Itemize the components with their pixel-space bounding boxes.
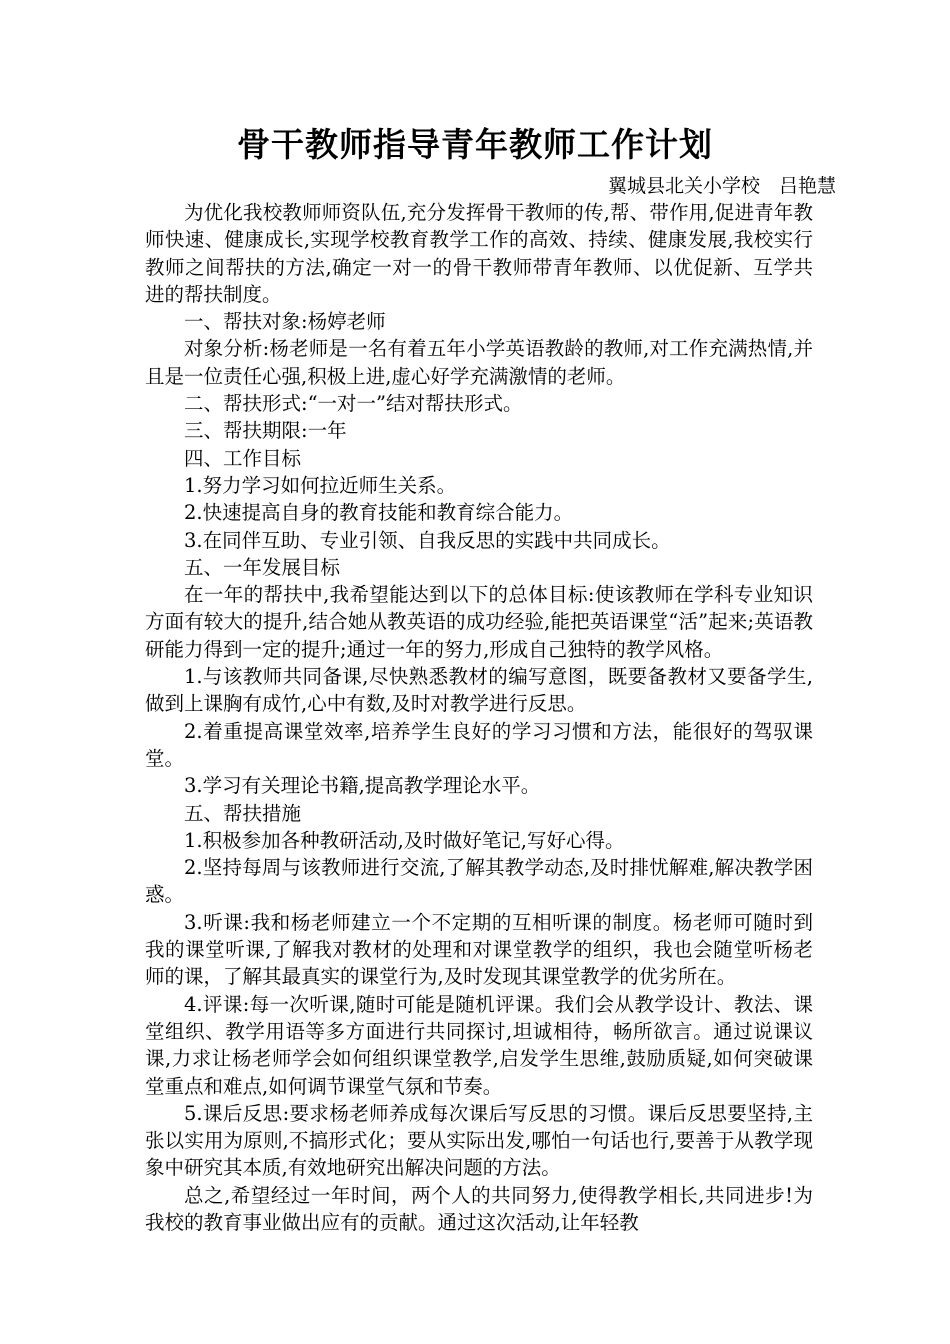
body-paragraph: 2.快速提高自身的教育技能和教育综合能力。 bbox=[184, 501, 574, 525]
body-paragraph: 3.在同伴互助、专业引领、自我反思的实践中共同成长。 bbox=[184, 528, 671, 552]
body-paragraph: 对象分析:杨老师是一名有着五年小学英语教龄的教师,对工作充满热情,并且是一位责任心强,积极上进,虚心好学充满激情的老师。 bbox=[145, 337, 813, 388]
body-paragraph: 3.听课:我和杨老师建立一个不定期的互相听课的制度。杨老师可随时到我的课堂听课,了解我对教材的处理和对课堂教学的组织，我也会随堂听杨老师的课，了解其最真实的课堂行为,及时发现其课堂教学的优劣所在。 bbox=[145, 910, 813, 989]
document-body bbox=[145, 199, 813, 1236]
body-paragraph: 3.学习有关理论书籍,提高教学理论水平。 bbox=[184, 774, 541, 798]
body-paragraph: 一、帮扶对象:杨婷老师 bbox=[184, 310, 386, 334]
body-paragraph: 在一年的帮扶中,我希望能达到以下的总体目标:使该教师在学科专业知识方面有较大的提升,结合她从教英语的成功经验,能把英语课堂“活”起来;英语教研能力得到一定的提升;通过一年的努力,形成自己独特的教学风格。 bbox=[145, 583, 813, 661]
body-paragraph: 五、帮扶措施 bbox=[184, 801, 302, 825]
body-paragraph: 1.积极参加各种教研活动,及时做好笔记,写好心得。 bbox=[184, 828, 625, 852]
body-paragraph: 1.与该教师共同备课,尽快熟悉教材的编写意图，既要备教材又要备学生,做到上课胸有成竹,心中有数,及时对教学进行反思。 bbox=[145, 665, 813, 716]
body-paragraph: 2.着重提高课堂效率,培养学生良好的学习习惯和方法，能很好的驾驭课堂。 bbox=[145, 719, 813, 770]
body-paragraph: 2.坚持每周与该教师进行交流,了解其教学动态,及时排忧解难,解决教学困惑。 bbox=[145, 856, 813, 907]
body-paragraph: 五、一年发展目标 bbox=[184, 555, 341, 579]
author-line: 翼城县北关小学校 吕艳慧 bbox=[607, 175, 836, 197]
body-paragraph: 1.努力学习如何拉近师生关系。 bbox=[184, 473, 457, 497]
body-paragraph: 为优化我校教师师资队伍,充分发挥骨干教师的传,帮、带作用,促进青年教师快速、健康成长,实现学校教育教学工作的高效、持续、健康发展,我校实行教师之间帮扶的方法,确定一对一的骨干教师带青年教师、以优促新、互学共进的帮扶制度。 bbox=[145, 201, 813, 306]
document-title: 骨干教师指导青年教师工作计划 bbox=[237, 125, 713, 164]
body-paragraph: 三、帮扶期限:一年 bbox=[184, 419, 347, 443]
body-paragraph: 总之,希望经过一年时间，两个人的共同努力,使得教学相长,共同进步!为我校的教育事业做出应有的贡献。通过这次活动,让年轻教 bbox=[145, 1183, 813, 1234]
body-paragraph: 4.评课:每一次听课,随时可能是随机评课。我们会从教学设计、教法、课堂组织、教学用语等多方面进行共同探讨,坦诚相待，畅所欲言。通过说课议课,力求让杨老师学会如何组织课堂教学,启发学生思维,鼓励质疑,如何突破课堂重点和难点,如何调节课堂气氛和节奏。 bbox=[145, 992, 813, 1098]
body-paragraph: 四、工作目标 bbox=[184, 446, 302, 470]
body-paragraph: 5.课后反思:要求杨老师养成每次课后写反思的习惯。课后反思要坚持,主张以实用为原则,不搞形式化；要从实际出发,哪怕一句话也行,要善于从教学现象中研究其本质,有效地研究出解决问题的方法。 bbox=[145, 1101, 813, 1180]
body-paragraph: 二、帮扶形式:“一对一”结对帮扶形式。 bbox=[184, 392, 523, 416]
